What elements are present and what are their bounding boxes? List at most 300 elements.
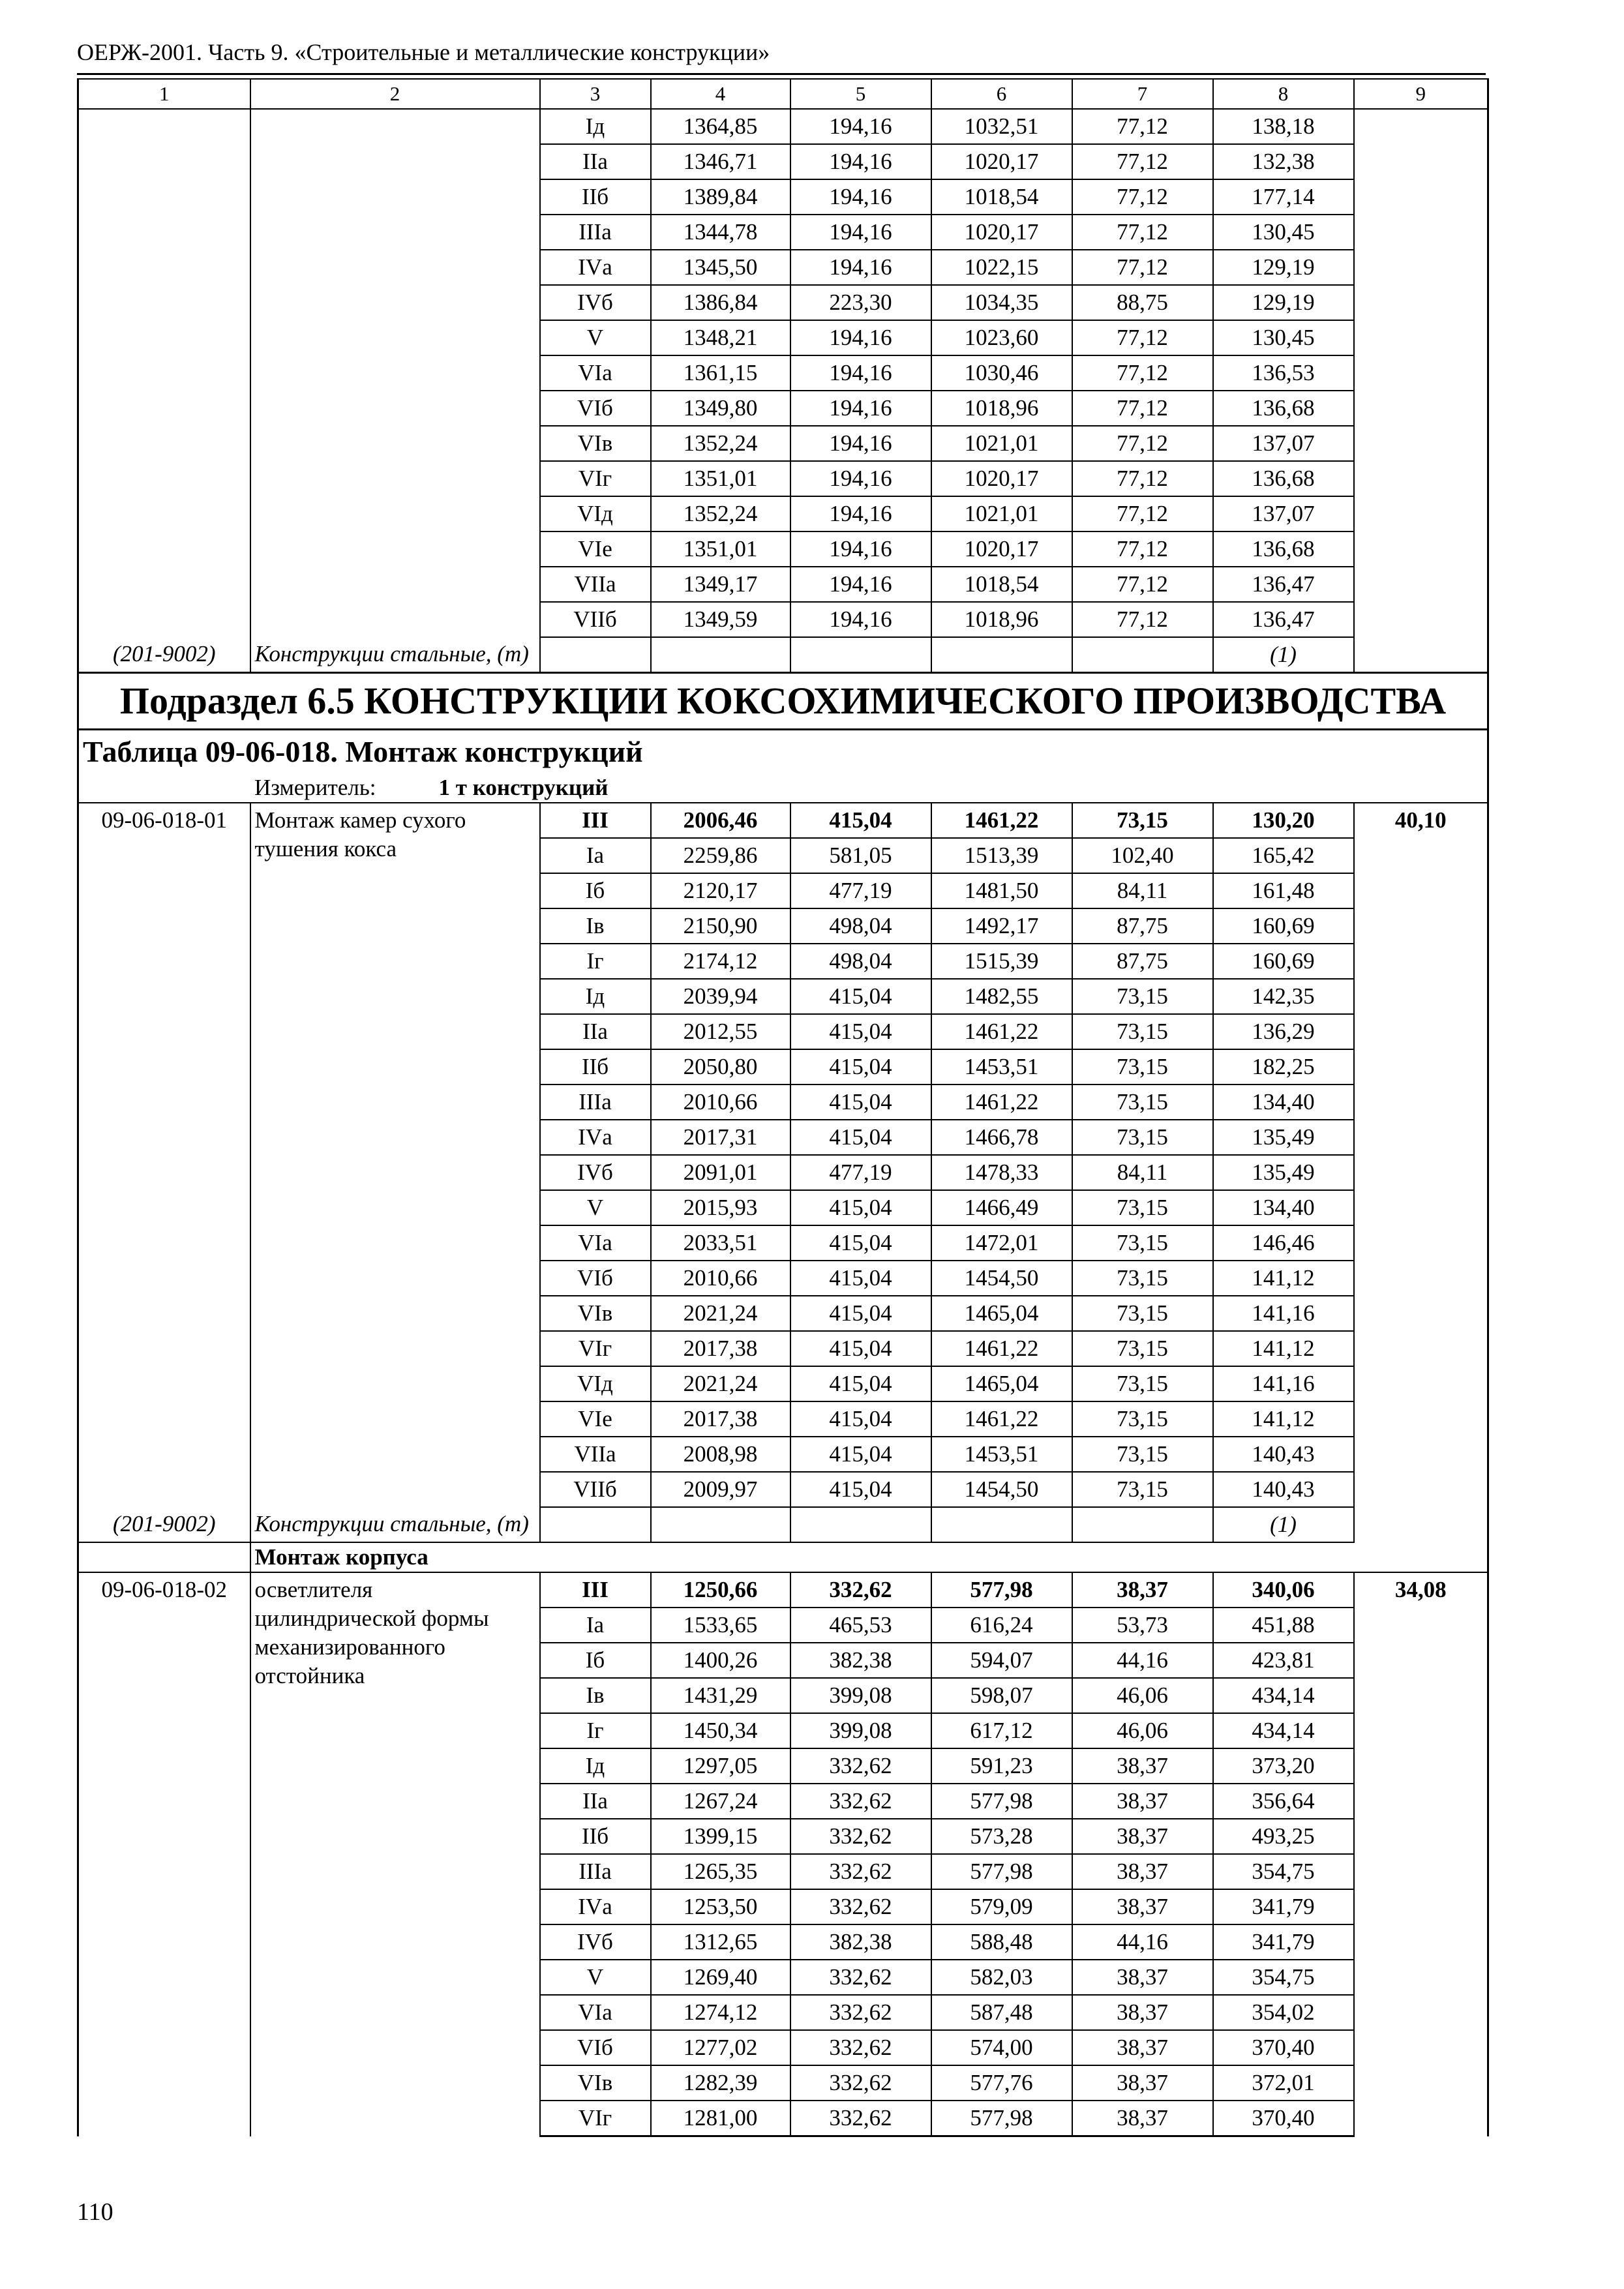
total-cost: 1386,84 bbox=[651, 285, 790, 320]
empty-cell bbox=[540, 1507, 651, 1542]
resource-class: VIв bbox=[540, 2065, 651, 2101]
machine-cost: 579,09 bbox=[931, 1889, 1072, 1924]
materials-cost: 136,29 bbox=[1213, 1014, 1354, 1049]
materials-cost: 160,69 bbox=[1213, 908, 1354, 944]
machinist-wages: 77,12 bbox=[1072, 496, 1213, 531]
materials-cost: 341,79 bbox=[1213, 1889, 1354, 1924]
column-number: 8 bbox=[1213, 79, 1354, 109]
total-cost: 1352,24 bbox=[651, 496, 790, 531]
wages: 415,04 bbox=[790, 1296, 931, 1331]
unit-value: 1 т конструкций bbox=[438, 775, 609, 800]
materials-cost: 136,47 bbox=[1213, 567, 1354, 602]
materials-cost: 356,64 bbox=[1213, 1784, 1354, 1819]
resource-class: VIа bbox=[540, 355, 651, 391]
wages: 194,16 bbox=[790, 250, 931, 285]
machinist-wages: 38,37 bbox=[1072, 2065, 1213, 2101]
position-code: 09-06-018-02 bbox=[78, 1572, 250, 2136]
machine-cost: 1466,78 bbox=[931, 1120, 1072, 1155]
resource-class: VIд bbox=[540, 496, 651, 531]
resource-class: VIг bbox=[540, 461, 651, 496]
total-cost: 2010,66 bbox=[651, 1261, 790, 1296]
total-cost: 2259,86 bbox=[651, 838, 790, 873]
machine-cost: 616,24 bbox=[931, 1608, 1072, 1643]
machine-cost: 1020,17 bbox=[931, 531, 1072, 567]
empty-cell bbox=[790, 1507, 931, 1542]
machine-cost: 1022,15 bbox=[931, 250, 1072, 285]
column-number: 5 bbox=[790, 79, 931, 109]
resource-class: VIе bbox=[540, 1401, 651, 1437]
resource-class: Iд bbox=[540, 1748, 651, 1784]
wages: 415,04 bbox=[790, 979, 931, 1014]
resource-class: IVа bbox=[540, 1120, 651, 1155]
machine-cost: 1481,50 bbox=[931, 873, 1072, 908]
total-cost: 1361,15 bbox=[651, 355, 790, 391]
machine-cost: 1478,33 bbox=[931, 1155, 1072, 1190]
resource-class: VIб bbox=[540, 1261, 651, 1296]
resource-footer-row bbox=[78, 1507, 1488, 1542]
machine-cost: 1465,04 bbox=[931, 1296, 1072, 1331]
materials-cost: 161,48 bbox=[1213, 873, 1354, 908]
machinist-wages: 77,12 bbox=[1072, 320, 1213, 355]
empty-cell bbox=[931, 637, 1072, 673]
resource-class: VIг bbox=[540, 2101, 651, 2136]
total-cost: 1344,78 bbox=[651, 215, 790, 250]
resource-class: Iв bbox=[540, 908, 651, 944]
machinist-wages: 38,37 bbox=[1072, 1889, 1213, 1924]
table-row bbox=[78, 803, 1488, 838]
machinist-wages: 38,37 bbox=[1072, 1748, 1213, 1784]
subheading-row bbox=[78, 1542, 1488, 1572]
total-cost: 2050,80 bbox=[651, 1049, 790, 1085]
wages: 194,16 bbox=[790, 602, 931, 637]
resource-class: IVа bbox=[540, 250, 651, 285]
machinist-wages: 73,15 bbox=[1072, 1190, 1213, 1225]
wages: 399,08 bbox=[790, 1678, 931, 1713]
machine-cost: 1461,22 bbox=[931, 1014, 1072, 1049]
machine-cost: 1020,17 bbox=[931, 461, 1072, 496]
machine-cost: 577,76 bbox=[931, 2065, 1072, 2101]
unit-cell bbox=[78, 773, 1488, 803]
materials-cost: 137,07 bbox=[1213, 496, 1354, 531]
work-name: Монтаж камер сухого тушения кокса bbox=[250, 803, 540, 1507]
resource-class: III bbox=[540, 803, 651, 838]
wages: 194,16 bbox=[790, 215, 931, 250]
total-cost: 2017,31 bbox=[651, 1120, 790, 1155]
resource-class: IIIа bbox=[540, 215, 651, 250]
machinist-wages: 88,75 bbox=[1072, 285, 1213, 320]
total-cost: 2091,01 bbox=[651, 1155, 790, 1190]
wages: 415,04 bbox=[790, 1014, 931, 1049]
table-title: Таблица 09-06-018. Монтаж конструкций bbox=[78, 730, 1488, 774]
machine-cost: 1454,50 bbox=[931, 1472, 1072, 1507]
machine-cost: 1472,01 bbox=[931, 1225, 1072, 1261]
empty-cell bbox=[78, 1542, 250, 1572]
resource-class: Iа bbox=[540, 838, 651, 873]
materials-cost: 136,68 bbox=[1213, 391, 1354, 426]
machinist-wages: 38,37 bbox=[1072, 2030, 1213, 2065]
machine-cost: 1515,39 bbox=[931, 944, 1072, 979]
wages: 332,62 bbox=[790, 1960, 931, 1995]
wages: 415,04 bbox=[790, 803, 931, 838]
machine-cost: 1453,51 bbox=[931, 1437, 1072, 1472]
wages: 332,62 bbox=[790, 1784, 931, 1819]
materials-cost: 134,40 bbox=[1213, 1190, 1354, 1225]
machinist-wages: 73,15 bbox=[1072, 1296, 1213, 1331]
total-cost: 1450,34 bbox=[651, 1713, 790, 1748]
materials-cost: 137,07 bbox=[1213, 426, 1354, 461]
resource-class: VIв bbox=[540, 426, 651, 461]
machine-cost: 1454,50 bbox=[931, 1261, 1072, 1296]
empty-cell bbox=[931, 1507, 1072, 1542]
machine-cost: 1461,22 bbox=[931, 803, 1072, 838]
materials-cost: 141,12 bbox=[1213, 1331, 1354, 1366]
wages: 332,62 bbox=[790, 1889, 931, 1924]
resource-footer-row bbox=[78, 637, 1488, 673]
unit-row bbox=[78, 773, 1488, 803]
materials-cost: 370,40 bbox=[1213, 2030, 1354, 2065]
total-cost: 2021,24 bbox=[651, 1366, 790, 1401]
total-cost: 2174,12 bbox=[651, 944, 790, 979]
materials-cost: 354,75 bbox=[1213, 1960, 1354, 1995]
wages: 194,16 bbox=[790, 567, 931, 602]
machinist-wages: 73,15 bbox=[1072, 1049, 1213, 1085]
machinist-wages: 73,15 bbox=[1072, 1120, 1213, 1155]
wages: 332,62 bbox=[790, 1572, 931, 1608]
wages: 382,38 bbox=[790, 1924, 931, 1960]
wages: 415,04 bbox=[790, 1190, 931, 1225]
machine-cost: 594,07 bbox=[931, 1643, 1072, 1678]
machinist-wages: 38,37 bbox=[1072, 1960, 1213, 1995]
materials-cost: 341,79 bbox=[1213, 1924, 1354, 1960]
total-cost: 1253,50 bbox=[651, 1889, 790, 1924]
wages: 332,62 bbox=[790, 1819, 931, 1854]
total-cost: 1281,00 bbox=[651, 2101, 790, 2136]
total-cost: 2033,51 bbox=[651, 1225, 790, 1261]
wages: 332,62 bbox=[790, 2065, 931, 2101]
machinist-wages: 77,12 bbox=[1072, 109, 1213, 144]
total-cost: 1349,17 bbox=[651, 567, 790, 602]
wages: 194,16 bbox=[790, 320, 931, 355]
machinist-wages: 73,15 bbox=[1072, 1331, 1213, 1366]
total-cost: 1269,40 bbox=[651, 1960, 790, 1995]
materials-cost: 354,75 bbox=[1213, 1854, 1354, 1889]
subheading: Монтаж корпуса bbox=[250, 1542, 1488, 1572]
table-row bbox=[78, 109, 1488, 144]
total-cost: 2039,94 bbox=[651, 979, 790, 1014]
wages: 194,16 bbox=[790, 179, 931, 215]
machine-cost: 591,23 bbox=[931, 1748, 1072, 1784]
materials-cost: 140,43 bbox=[1213, 1472, 1354, 1507]
total-cost: 2006,46 bbox=[651, 803, 790, 838]
machinist-wages: 77,12 bbox=[1072, 602, 1213, 637]
machine-cost: 1492,17 bbox=[931, 908, 1072, 944]
total-cost: 1346,71 bbox=[651, 144, 790, 179]
header-rule bbox=[77, 73, 1486, 75]
resource-class: IVб bbox=[540, 285, 651, 320]
wages: 465,53 bbox=[790, 1608, 931, 1643]
resource-class: VIб bbox=[540, 2030, 651, 2065]
empty-cell bbox=[651, 1507, 790, 1542]
wages: 477,19 bbox=[790, 1155, 931, 1190]
empty-cell bbox=[1072, 1507, 1213, 1542]
resource-class: V bbox=[540, 320, 651, 355]
total-cost: 1533,65 bbox=[651, 1608, 790, 1643]
wages: 382,38 bbox=[790, 1643, 931, 1678]
empty-cell bbox=[1072, 637, 1213, 673]
resource-class: VIг bbox=[540, 1331, 651, 1366]
machinist-wages: 73,15 bbox=[1072, 1261, 1213, 1296]
materials-cost: 130,45 bbox=[1213, 215, 1354, 250]
empty-cell bbox=[790, 637, 931, 673]
materials-cost: 141,12 bbox=[1213, 1401, 1354, 1437]
resource-class: III bbox=[540, 1572, 651, 1608]
resource-class: IVа bbox=[540, 1889, 651, 1924]
total-cost: 1267,24 bbox=[651, 1784, 790, 1819]
resource-class: VIе bbox=[540, 531, 651, 567]
resource-name: Конструкции стальные, (т) bbox=[250, 1507, 540, 1542]
machine-cost: 1513,39 bbox=[931, 838, 1072, 873]
running-header: ОЕРЖ-2001. Часть 9. «Строительные и металлические конструкции» bbox=[77, 39, 770, 65]
machine-cost: 577,98 bbox=[931, 1572, 1072, 1608]
machine-cost: 1020,17 bbox=[931, 215, 1072, 250]
total-cost: 2015,93 bbox=[651, 1190, 790, 1225]
machine-cost: 1466,49 bbox=[931, 1190, 1072, 1225]
materials-cost: 160,69 bbox=[1213, 944, 1354, 979]
machinist-wages: 38,37 bbox=[1072, 2101, 1213, 2136]
wages: 477,19 bbox=[790, 873, 931, 908]
materials-cost: 340,06 bbox=[1213, 1572, 1354, 1608]
position-code bbox=[78, 109, 250, 637]
empty-cell bbox=[651, 637, 790, 673]
machinist-wages: 73,15 bbox=[1072, 979, 1213, 1014]
machinist-wages: 77,12 bbox=[1072, 531, 1213, 567]
wages: 415,04 bbox=[790, 1331, 931, 1366]
machine-cost: 1482,55 bbox=[931, 979, 1072, 1014]
machine-cost: 1461,22 bbox=[931, 1401, 1072, 1437]
wages: 194,16 bbox=[790, 531, 931, 567]
total-cost: 1277,02 bbox=[651, 2030, 790, 2065]
machine-cost: 1461,22 bbox=[931, 1085, 1072, 1120]
resource-class: IIа bbox=[540, 1014, 651, 1049]
table-row bbox=[78, 1572, 1488, 1608]
total-cost: 2009,97 bbox=[651, 1472, 790, 1507]
materials-cost: 136,53 bbox=[1213, 355, 1354, 391]
machine-cost: 587,48 bbox=[931, 1995, 1072, 2030]
machinist-wages: 53,73 bbox=[1072, 1608, 1213, 1643]
resource-class: VIа bbox=[540, 1995, 651, 2030]
wages: 415,04 bbox=[790, 1401, 931, 1437]
machine-cost: 574,00 bbox=[931, 2030, 1072, 2065]
materials-cost: 141,16 bbox=[1213, 1366, 1354, 1401]
machinist-wages: 73,15 bbox=[1072, 1437, 1213, 1472]
machine-cost: 1018,54 bbox=[931, 567, 1072, 602]
machinist-wages: 77,12 bbox=[1072, 567, 1213, 602]
machinist-wages: 38,37 bbox=[1072, 1572, 1213, 1608]
wages: 194,16 bbox=[790, 109, 931, 144]
resource-class: VIд bbox=[540, 1366, 651, 1401]
machine-cost: 1023,60 bbox=[931, 320, 1072, 355]
wages: 194,16 bbox=[790, 426, 931, 461]
materials-cost: 140,43 bbox=[1213, 1437, 1354, 1472]
machine-cost: 1032,51 bbox=[931, 109, 1072, 144]
materials-cost: 146,46 bbox=[1213, 1225, 1354, 1261]
materials-cost: 354,02 bbox=[1213, 1995, 1354, 2030]
materials-cost: 135,49 bbox=[1213, 1155, 1354, 1190]
position-code: 09-06-018-01 bbox=[78, 803, 250, 1507]
materials-cost: 136,68 bbox=[1213, 461, 1354, 496]
machine-cost: 1021,01 bbox=[931, 426, 1072, 461]
work-name bbox=[250, 109, 540, 637]
materials-cost: 142,35 bbox=[1213, 979, 1354, 1014]
total-cost: 1297,05 bbox=[651, 1748, 790, 1784]
resource-class: VIIб bbox=[540, 1472, 651, 1507]
wages: 332,62 bbox=[790, 2101, 931, 2136]
column-number: 4 bbox=[651, 79, 790, 109]
machinist-wages: 87,75 bbox=[1072, 908, 1213, 944]
total-cost: 1349,80 bbox=[651, 391, 790, 426]
machine-cost: 1018,54 bbox=[931, 179, 1072, 215]
machinist-wages: 73,15 bbox=[1072, 803, 1213, 838]
machinist-wages: 84,11 bbox=[1072, 1155, 1213, 1190]
wages: 498,04 bbox=[790, 944, 931, 979]
machine-cost: 577,98 bbox=[931, 2101, 1072, 2136]
col9-value: 34,08 bbox=[1354, 1572, 1488, 2136]
machinist-wages: 77,12 bbox=[1072, 215, 1213, 250]
resource-class: Iа bbox=[540, 1608, 651, 1643]
materials-cost: 182,25 bbox=[1213, 1049, 1354, 1085]
wages: 194,16 bbox=[790, 461, 931, 496]
wages: 498,04 bbox=[790, 908, 931, 944]
resource-class: IIб bbox=[540, 1819, 651, 1854]
empty-cell bbox=[540, 637, 651, 673]
wages: 332,62 bbox=[790, 1995, 931, 2030]
resource-class: Iг bbox=[540, 944, 651, 979]
wages: 415,04 bbox=[790, 1049, 931, 1085]
materials-cost: 135,49 bbox=[1213, 1120, 1354, 1155]
machine-cost: 1453,51 bbox=[931, 1049, 1072, 1085]
machine-cost: 1034,35 bbox=[931, 285, 1072, 320]
resource-class: Iб bbox=[540, 873, 651, 908]
resource-class: IIб bbox=[540, 1049, 651, 1085]
total-cost: 1250,66 bbox=[651, 1572, 790, 1608]
wages: 332,62 bbox=[790, 2030, 931, 2065]
page-number: 110 bbox=[77, 2198, 113, 2226]
column-number: 1 bbox=[78, 79, 250, 109]
wages: 194,16 bbox=[790, 496, 931, 531]
machinist-wages: 102,40 bbox=[1072, 838, 1213, 873]
total-cost: 1265,35 bbox=[651, 1854, 790, 1889]
wages: 194,16 bbox=[790, 144, 931, 179]
total-cost: 1312,65 bbox=[651, 1924, 790, 1960]
machinist-wages: 77,12 bbox=[1072, 426, 1213, 461]
wages: 223,30 bbox=[790, 285, 931, 320]
materials-cost: 423,81 bbox=[1213, 1643, 1354, 1678]
materials-cost: 136,47 bbox=[1213, 602, 1354, 637]
wages: 415,04 bbox=[790, 1225, 931, 1261]
resource-class: VIIа bbox=[540, 1437, 651, 1472]
materials-cost: 373,20 bbox=[1213, 1748, 1354, 1784]
machinist-wages: 77,12 bbox=[1072, 250, 1213, 285]
materials-cost: 434,14 bbox=[1213, 1713, 1354, 1748]
machine-cost: 1461,22 bbox=[931, 1331, 1072, 1366]
wages: 415,04 bbox=[790, 1366, 931, 1401]
machinist-wages: 73,15 bbox=[1072, 1014, 1213, 1049]
resource-code: (201-9002) bbox=[78, 637, 250, 673]
machinist-wages: 73,15 bbox=[1072, 1472, 1213, 1507]
resource-class: IIа bbox=[540, 1784, 651, 1819]
wages: 415,04 bbox=[790, 1437, 931, 1472]
machinist-wages: 73,15 bbox=[1072, 1225, 1213, 1261]
materials-cost: 132,38 bbox=[1213, 144, 1354, 179]
machine-cost: 1465,04 bbox=[931, 1366, 1072, 1401]
machine-cost: 588,48 bbox=[931, 1924, 1072, 1960]
materials-cost: 141,12 bbox=[1213, 1261, 1354, 1296]
materials-cost: 177,14 bbox=[1213, 179, 1354, 215]
machinist-wages: 38,37 bbox=[1072, 1819, 1213, 1854]
machine-cost: 582,03 bbox=[931, 1960, 1072, 1995]
materials-cost: 136,68 bbox=[1213, 531, 1354, 567]
resource-class: VIIа bbox=[540, 567, 651, 602]
wages: 415,04 bbox=[790, 1120, 931, 1155]
machinist-wages: 77,12 bbox=[1072, 461, 1213, 496]
total-cost: 1351,01 bbox=[651, 461, 790, 496]
machinist-wages: 73,15 bbox=[1072, 1366, 1213, 1401]
total-cost: 1400,26 bbox=[651, 1643, 790, 1678]
resource-class: Iб bbox=[540, 1643, 651, 1678]
resource-quantity: (1) bbox=[1213, 1507, 1354, 1542]
resource-class: VIб bbox=[540, 391, 651, 426]
materials-cost: 129,19 bbox=[1213, 250, 1354, 285]
total-cost: 2150,90 bbox=[651, 908, 790, 944]
machinist-wages: 46,06 bbox=[1072, 1678, 1213, 1713]
machinist-wages: 38,37 bbox=[1072, 1854, 1213, 1889]
unit-label: Измеритель: bbox=[254, 775, 376, 800]
total-cost: 2021,24 bbox=[651, 1296, 790, 1331]
section-heading: Подраздел 6.5 КОНСТРУКЦИИ КОКСОХИМИЧЕСКОГО ПРОИЗВОДСТВА bbox=[78, 673, 1488, 730]
machine-cost: 1021,01 bbox=[931, 496, 1072, 531]
machinist-wages: 77,12 bbox=[1072, 179, 1213, 215]
total-cost: 1399,15 bbox=[651, 1819, 790, 1854]
materials-cost: 130,45 bbox=[1213, 320, 1354, 355]
resource-class: Iг bbox=[540, 1713, 651, 1748]
column-number: 6 bbox=[931, 79, 1072, 109]
total-cost: 2012,55 bbox=[651, 1014, 790, 1049]
materials-cost: 370,40 bbox=[1213, 2101, 1354, 2136]
materials-cost: 451,88 bbox=[1213, 1608, 1354, 1643]
machinist-wages: 84,11 bbox=[1072, 873, 1213, 908]
column-number: 7 bbox=[1072, 79, 1213, 109]
materials-cost: 493,25 bbox=[1213, 1819, 1354, 1854]
machine-cost: 577,98 bbox=[931, 1784, 1072, 1819]
machinist-wages: 87,75 bbox=[1072, 944, 1213, 979]
wages: 194,16 bbox=[790, 355, 931, 391]
wages: 194,16 bbox=[790, 391, 931, 426]
materials-cost: 434,14 bbox=[1213, 1678, 1354, 1713]
total-cost: 1282,39 bbox=[651, 2065, 790, 2101]
total-cost: 1348,21 bbox=[651, 320, 790, 355]
column-number: 3 bbox=[540, 79, 651, 109]
machine-cost: 573,28 bbox=[931, 1819, 1072, 1854]
wages: 415,04 bbox=[790, 1472, 931, 1507]
materials-cost: 372,01 bbox=[1213, 2065, 1354, 2101]
wages: 415,04 bbox=[790, 1261, 931, 1296]
resource-class: IVб bbox=[540, 1155, 651, 1190]
resource-class: VIв bbox=[540, 1296, 651, 1331]
resource-class: IIIа bbox=[540, 1854, 651, 1889]
machine-cost: 598,07 bbox=[931, 1678, 1072, 1713]
materials-cost: 134,40 bbox=[1213, 1085, 1354, 1120]
total-cost: 1352,24 bbox=[651, 426, 790, 461]
